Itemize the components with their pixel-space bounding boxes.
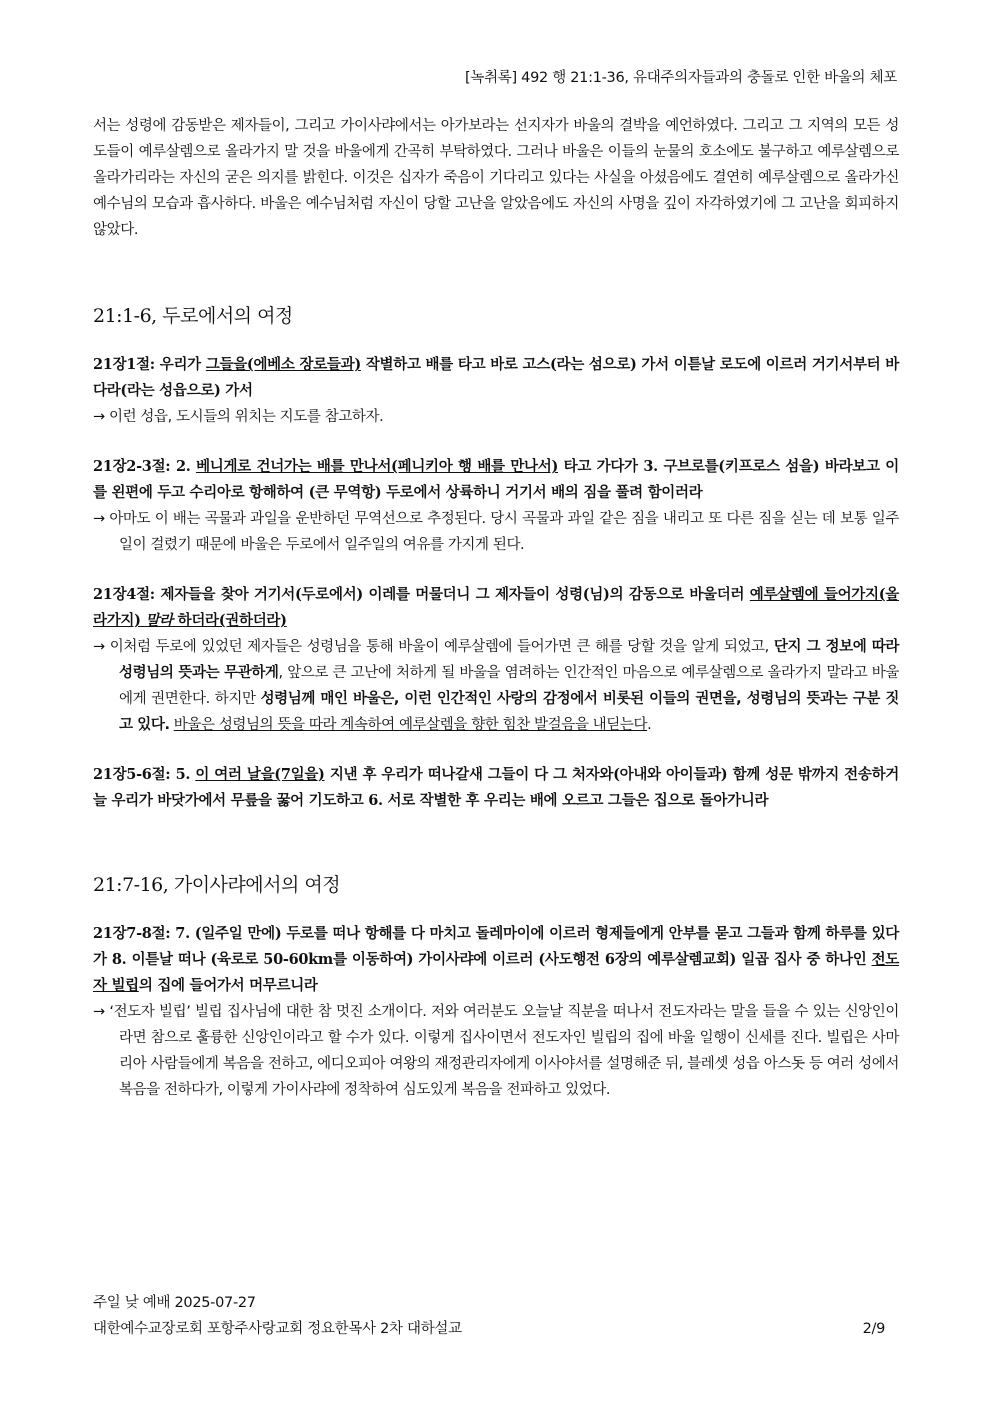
section-title-caesarea: 21:7-16, 가이사랴에서의 여정 xyxy=(93,874,341,896)
verse-ref: 21장4절: xyxy=(93,586,161,603)
verse-ref: 21장5-6절: xyxy=(93,766,176,783)
running-header: [녹취록] 492 행 21:1-36, 유대주의자들과의 충돌로 인한 바울의 체포 xyxy=(465,70,897,86)
note-21-7-8: → ‘전도자 빌립’ 빌립 집사님에 대한 참 멋진 소개이다. 저와 여러분도 오늘날 직분을 떠나서 전도자라는 말을 들을 수 있는 신앙인이라면 참으로 훌륭한 신앙인이라고 할 수가 있다. 이렇게 집사이면서 전도자인 빌립의 집에 바울 일행이 신세를 진다. 빌립은 사마리아 사람들에게 복음을 전하고, 에디오피아 여왕의 재정관리자에게 이사야서를 설명해준 뒤, 블레셋 성읍 아스돗 등 여러 성에서 복음을 전하다가, 이렇게 가이사랴에 정착하여 심도있게 복음을 전파하고 있었다. xyxy=(93,1004,899,1098)
verse-text: 타고 가다가 3. 구브로를(키프로스 섬을) 바라보고 이를 왼편에 두고 수리아로 항해하여 (큰 무역항) 두로에서 상륙하니 거기서 배의 짐을 풀려 함이러라 xyxy=(93,458,899,501)
note-text: → 이처럼 두로에 있었던 제자들은 성령님을 통해 바울이 예루살렘에 들어가면 큰 해를 당할 것을 알게 되었고, xyxy=(93,639,774,655)
verse-text: 우리가 xyxy=(159,356,206,373)
verse-text: 7. (일주일 만에) 두로를 떠나 항해를 다 마치고 돌레마이에 이르러 형제들에게 안부를 묻고 그들과 함께 하루를 있다가 8. 이튿날 떠나 (육로로 50-60km를 이동하여) 가이사랴에 이르러 (사도행전 6장의 예루살렘교회) 일곱 집사 중 하나인 xyxy=(93,925,899,968)
page-content xyxy=(93,113,899,1103)
verse-underlined-text: 전도자 빌립 xyxy=(93,951,899,994)
note-bold-text: 단지 그 정보에 따라 성령님의 뜻과는 무관하게 xyxy=(119,639,899,681)
verse-italic-underlined-text: 말라 xyxy=(145,612,173,629)
verse-underlined-text: 그들을(에베소 장로들과) xyxy=(205,356,361,373)
verse-21-7-8 xyxy=(93,921,899,999)
note-text: . xyxy=(647,717,652,733)
verse-text: 작별하고 배를 타고 바로 고스(라는 섬으로) 가서 이튿날 로도에 이르러 거기서부터 바다라(라는 성읍으로) 가서 xyxy=(93,356,899,399)
verse-ref: 21장1절: xyxy=(93,356,160,373)
page-footer xyxy=(93,1290,899,1342)
verse-underlined-text: 이 여러 날을(7일을) xyxy=(195,766,325,783)
verse-21-5-6 xyxy=(93,762,899,814)
note-21-2-3: → 아마도 이 배는 곡물과 과일을 운반하던 무역선으로 추정된다. 당시 곡물과 과일 같은 짐을 내리고 또 다른 짐을 싣는 데 보통 일주일이 걸렸기 때문에 바울은 두로에서 일주일의 여유를 가지게 된다. xyxy=(93,511,899,553)
verse-underlined-text: 베니게로 건너가는 배를 만나서(페니키아 행 배를 만나서) xyxy=(196,458,559,475)
footer-service-date: 주일 낮 예배 2025-07-27 xyxy=(93,1295,256,1311)
verse-underlined-text: 하더라(권하더라) xyxy=(172,612,287,629)
section-title-tyre: 21:1-6, 두로에서의 여정 xyxy=(93,305,293,327)
verse-text: 지낸 후 우리가 떠나갈새 그들이 다 그 처자와(아내와 아이들과) 함께 성문 밖까지 전송하거늘 우리가 바닷가에서 무릎을 꿇어 기도하고 6. 서로 작별한 후 우리는 배에 오르고 그들은 집으로 돌아가니라 xyxy=(93,766,900,809)
footer-church-info: 대한예수교장로회 포항주사랑교회 정요한목사 2차 대하설교 xyxy=(93,1321,462,1337)
verse-21-1 xyxy=(93,352,899,404)
intro-paragraph: 서는 성령에 감동받은 제자들이, 그리고 가이사랴에서는 아가보라는 선지자가 바울의 결박을 예언하였다. 그리고 그 지역의 모든 성도들이 예루살렘으로 올라가지 말 것을 바울에게 간곡히 부탁하였다. 그러나 바울은 이들의 눈물의 호소에도 불구하고 예루살렘으로 올라가리라는 자신의 굳은 의지를 밝힌다. 이것은 십자가 죽음이 기다리고 있다는 사실을 아셨음에도 결연히 예루살렘으로 올라가신 예수님의 모습과 흡사하다. 바울은 예수님처럼 자신이 당할 고난을 알았음에도 자신의 사명을 깊이 자각하였기에 그 고난을 회피하지 않았다. xyxy=(93,118,899,238)
verse-text: 제자들을 찾아 거기서(두로에서) 이레를 머물더니 그 제자들이 성령(님)의 감동으로 바울더러 xyxy=(160,586,750,603)
verse-ref: 21장7-8절: xyxy=(93,925,176,942)
note-bold-text: 성령님께 매인 바울은, 이런 인간적인 사랑의 감정에서 비롯된 이들의 권면을, 성령님의 뜻과는 구분 짓고 있다. xyxy=(119,691,899,733)
note-underlined-text: 바울은 성령님의 뜻을 따라 계속하여 예루살렘을 향한 힘찬 발걸음을 내딛는다 xyxy=(173,717,648,733)
verse-ref: 21장2-3절: xyxy=(93,458,176,475)
verse-21-2-3 xyxy=(93,454,899,506)
verse-text: 의 집에 들어가서 머무르니라 xyxy=(138,977,318,994)
verse-text: 5. xyxy=(175,766,196,783)
note-text: , 앞으로 큰 고난에 처하게 될 바울을 염려하는 인간적인 마음으로 예루살렘으로 올라가지 말라고 바울에게 권면한다. 하지만 xyxy=(119,665,900,707)
verse-text: 2. xyxy=(175,458,197,475)
note-21-1: → 이런 성읍, 도시들의 위치는 지도를 참고하자. xyxy=(93,409,384,425)
verse-21-4 xyxy=(93,582,899,634)
page-number: 2/9 xyxy=(862,1321,885,1337)
note-21-4 xyxy=(93,634,899,738)
verse-underlined-text: 예루살렘에 들어가지(올라가지) xyxy=(93,586,899,629)
